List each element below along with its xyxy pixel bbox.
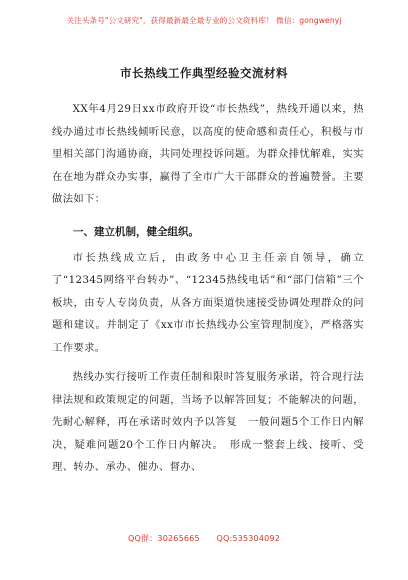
footer-qq: QQ:535304092 <box>216 534 280 543</box>
header-promo-text: 关注头条号"公文研究"，获得最新最全最专业的公文资料库！ 微信：gongwenyj <box>66 15 342 25</box>
header-banner <box>0 0 408 60</box>
paragraph-mechanism: 市长热线成立后，由政务中心卫主任亲自领导，确立了“12345网络平台转办”、“12345热线电话”和“部门信箱”三个板块，由专人专岗负责，从各方面渠道快速接受协调处理群众的问题和建议。并制定了《xx市市长热线办公室管理制度》，严格落实工作要求。 <box>52 251 364 354</box>
section-heading-1: 一、建立机制，健全组织。 <box>73 225 199 238</box>
document-body <box>52 98 364 479</box>
footer-contact <box>0 533 408 544</box>
footer-qq-group: QQ群：30265665 <box>128 534 200 543</box>
paragraph-intro: XX年4月29日xx市政府开设“市长热线”，热线开通以来，热线办通过市长热线倾听民意，以高度的使命感和责任心，积极与市里相关部门沟通协商，共同处理投诉问题。为群众排忧解难，实实在在地为群众办实事，赢得了全市广大干部群众的普遍赞誉。主要做法如下： <box>52 103 364 205</box>
document-title: 市长热线工作典型经验交流材料 <box>120 66 288 80</box>
paragraph-responsibility: 热线办实行接听工作责任制和限时答复服务承诺，符合现行法律法规和政策规定的问题，当场予以解答回复；不能解决的问题，先耐心解释，再在承诺时效内予以答复 一般问题5个工作日内解决，疑难问题20个工作日内解决。 形成一整套上线、接听、受理、转办、承办、催办、督办、 <box>52 371 364 473</box>
